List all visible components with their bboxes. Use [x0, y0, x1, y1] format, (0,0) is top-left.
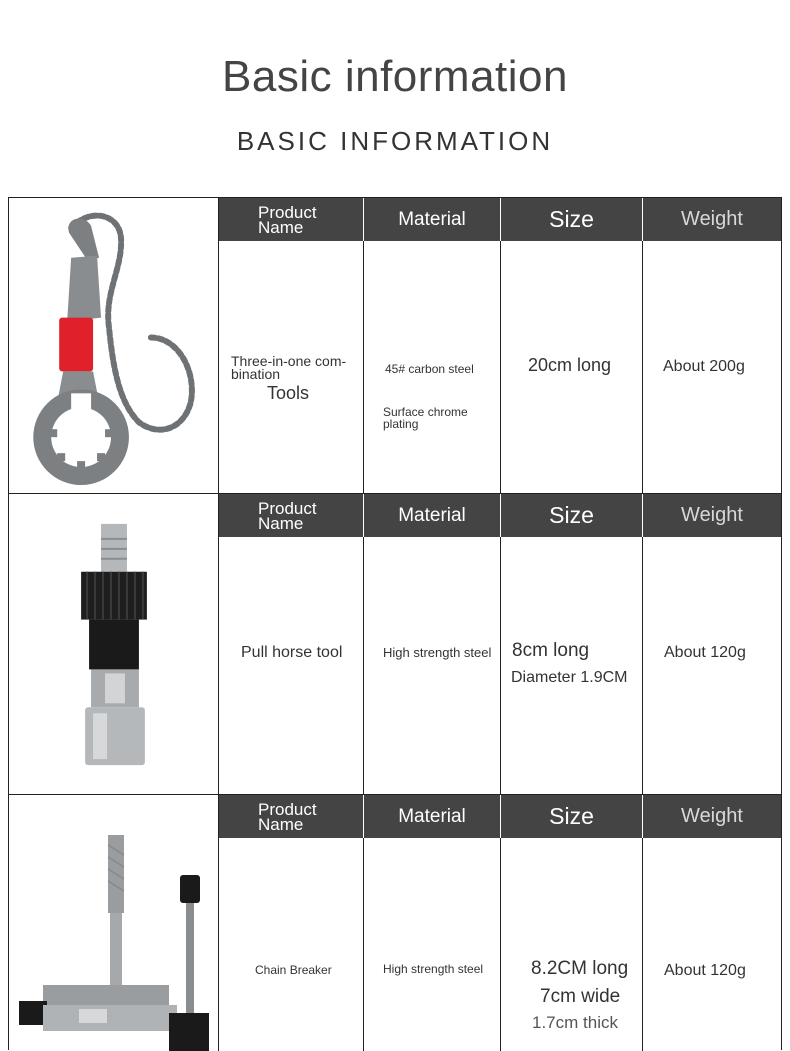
header-label: Product Name: [258, 799, 317, 834]
weight-value: About 200g: [663, 358, 745, 375]
header-product-name: [219, 494, 364, 537]
header-size: Size: [501, 198, 643, 241]
material-line-2: Surface chrome: [383, 405, 468, 419]
header-weight: Weight: [643, 795, 781, 838]
header-weight: Weight: [643, 494, 781, 537]
cell-size: [501, 838, 643, 1051]
product-block-chain-breaker: [9, 795, 781, 1051]
product-image-combination-tool: [9, 198, 219, 493]
size-line-2: 7cm wide: [540, 986, 621, 1007]
product-block-crank-puller: [9, 494, 781, 795]
header-product-name: [219, 198, 364, 241]
chain-breaker-icon: [9, 795, 218, 1051]
grip-icon: [59, 318, 93, 372]
cell-size: [501, 241, 643, 493]
cell-size: [501, 537, 643, 794]
name-value: Chain Breaker: [255, 963, 332, 977]
name-value: Pull horse tool: [241, 644, 343, 661]
crank-wrench-chain-whip-icon: [9, 198, 218, 493]
cell-product-name: [219, 537, 364, 794]
page-subtitle: BASIC INFORMATION: [236, 126, 554, 156]
cell-weight: [643, 838, 781, 1051]
header-material: Material: [364, 795, 501, 838]
product-block-combination-tool: [9, 198, 781, 494]
material-value: High strength steel: [383, 645, 492, 660]
size-line-3: 1.7cm thick: [532, 1013, 618, 1032]
header-material: Material: [364, 198, 501, 241]
header-product-name: [219, 795, 364, 838]
cell-weight: [643, 241, 781, 493]
header-label: Product Name: [258, 202, 317, 237]
cell-product-name: [219, 838, 364, 1051]
cell-weight: [643, 537, 781, 794]
header-size: Size: [501, 494, 643, 537]
name-line-1: Three-in-one com-: [231, 353, 347, 369]
size-line-2: Diameter 1.9CM: [511, 669, 628, 686]
info-table: [8, 197, 782, 1050]
product-image-crank-puller: [9, 494, 219, 794]
crank-puller-icon: [9, 494, 218, 794]
cell-product-name: [219, 241, 364, 493]
size-line-1: 8.2CM long: [531, 958, 629, 979]
hook-icon: [68, 218, 99, 259]
size-line-1: 8cm long: [512, 640, 590, 661]
weight-value: About 120g: [664, 962, 746, 979]
material-value: High strength steel: [383, 962, 484, 976]
name-line-3: Tools: [267, 383, 310, 403]
product-image-chain-breaker: [9, 795, 219, 1051]
cell-material: [364, 838, 501, 1051]
header-material: Material: [364, 494, 501, 537]
cell-material: [364, 537, 501, 794]
material-line-3: plating: [383, 417, 419, 431]
cell-material: [364, 241, 501, 493]
size-line-1: 20cm long: [528, 355, 612, 375]
header-size: Size: [501, 795, 643, 838]
name-line-2: bination: [231, 366, 281, 382]
material-line-1: 45# carbon steel: [385, 362, 474, 376]
header-weight: Weight: [643, 198, 781, 241]
page-title: Basic information: [222, 52, 568, 101]
header-label: Product Name: [258, 498, 317, 533]
weight-value: About 120g: [664, 644, 746, 661]
